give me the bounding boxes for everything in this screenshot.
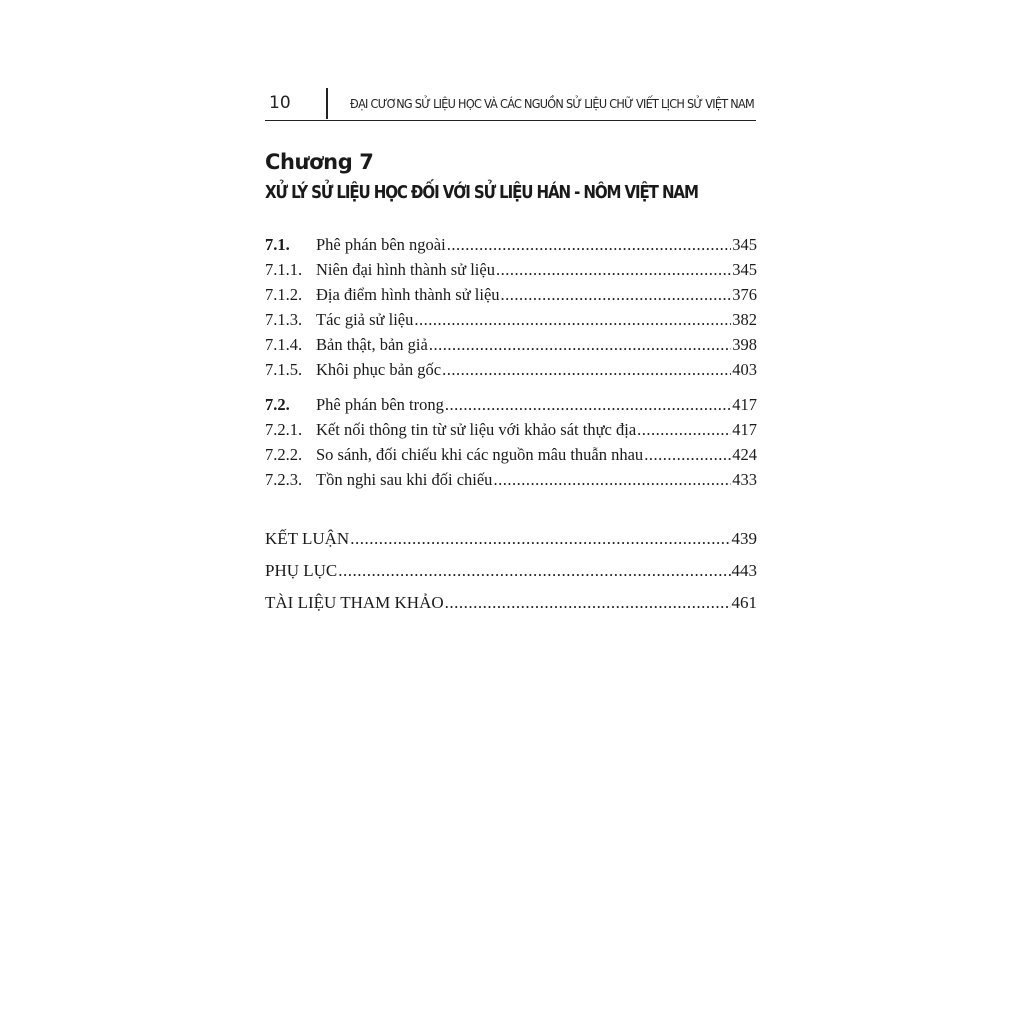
toc-leader-dots <box>338 555 730 587</box>
toc-entry-number: 7.1.4. <box>265 335 303 354</box>
toc-entry-7-1-2 <box>265 282 757 307</box>
toc-entry-number: 7.2. <box>265 395 290 414</box>
toc-entry-number: 7.1.3. <box>265 310 303 329</box>
toc-entry-title: Bản thật, bản giả <box>316 335 428 354</box>
toc-entry-title: Khôi phục bản gốc <box>316 360 442 379</box>
toc-entry-page: 403 <box>732 360 757 379</box>
chapter-title: XỬ LÝ SỬ LIỆU HỌC ĐỐI VỚI SỬ LIỆU HÁN - NÔM VIỆT NAM <box>265 183 698 203</box>
toc-leader-dots <box>445 587 731 619</box>
toc-entry-ket-luan <box>265 523 757 555</box>
toc-entry-page: 398 <box>732 335 757 354</box>
toc-leader-dots <box>447 232 732 257</box>
toc-leader-dots <box>493 467 731 492</box>
book-title: ĐẠI CƯƠNG SỬ LIỆU HỌC VÀ CÁC NGUỒN SỬ LIỆU CHỮ VIẾT LỊCH SỬ VIỆT NAM <box>350 96 754 111</box>
toc-leader-dots <box>429 332 731 357</box>
toc-leader-dots <box>501 282 732 307</box>
toc-entry-title: Kết nối thông tin từ sử liệu với khảo sát thực địa <box>316 420 637 439</box>
toc-entry-title: KẾT LUẬN <box>265 529 350 548</box>
toc-entry-title: Tác giả sử liệu <box>316 310 414 329</box>
toc-leader-dots <box>442 357 731 382</box>
toc-entry-number: 7.2.3. <box>265 470 303 489</box>
toc-entry-number: 7.2.1. <box>265 420 303 439</box>
toc-entry-title: PHỤ LỤC <box>265 561 338 580</box>
toc-leader-dots <box>496 257 731 282</box>
toc-entry-tai-lieu-tham-khao <box>265 587 757 619</box>
toc-entry-title: So sánh, đối chiếu khi các nguồn mâu thuẫn nhau <box>316 445 644 464</box>
back-matter-list <box>265 523 757 619</box>
toc-leader-dots <box>350 523 730 555</box>
chapter-label: Chương 7 <box>265 150 374 174</box>
toc-entry-page: 376 <box>732 285 757 304</box>
toc-entry-page: 417 <box>732 420 757 439</box>
toc-entry-page: 461 <box>731 593 757 612</box>
toc-entry-7-2-1 <box>265 417 757 442</box>
toc-entry-title: TÀI LIỆU THAM KHẢO <box>265 593 444 612</box>
running-header <box>265 86 756 121</box>
toc-entry-title: Niên đại hình thành sử liệu <box>316 260 495 279</box>
toc-entry-number: 7.1.5. <box>265 360 303 379</box>
toc-entry-7-2-3 <box>265 467 757 492</box>
toc-entry-title: Tồn nghi sau khi đối chiếu <box>316 470 493 489</box>
toc-entry-number: 7.1. <box>265 235 290 254</box>
toc-entry-page: 345 <box>732 260 757 279</box>
toc-entry-7-1-4 <box>265 332 757 357</box>
toc-entry-page: 439 <box>731 529 757 548</box>
toc-entry-page: 345 <box>732 235 757 254</box>
table-of-contents <box>265 232 757 492</box>
header-divider <box>326 88 328 119</box>
toc-entry-phu-luc <box>265 555 757 587</box>
toc-entry-7-1-3 <box>265 307 757 332</box>
toc-leader-dots <box>445 392 731 417</box>
toc-entry-page: 424 <box>732 445 757 464</box>
toc-entry-page: 382 <box>732 310 757 329</box>
toc-entry-7-1 <box>265 232 757 257</box>
toc-leader-dots <box>644 442 731 467</box>
toc-entry-7-1-1 <box>265 257 757 282</box>
toc-entry-title: Phê phán bên trong <box>316 395 444 414</box>
toc-entry-page: 417 <box>732 395 757 414</box>
toc-entry-title: Phê phán bên ngoài <box>316 235 446 254</box>
toc-entry-number: 7.1.1. <box>265 260 303 279</box>
toc-entry-page: 443 <box>731 561 757 580</box>
page-number: 10 <box>269 93 291 113</box>
toc-entry-7-1-5 <box>265 357 757 382</box>
toc-entry-number: 7.1.2. <box>265 285 303 304</box>
toc-entry-number: 7.2.2. <box>265 445 303 464</box>
toc-entry-page: 433 <box>732 470 757 489</box>
toc-entry-title: Địa điểm hình thành sử liệu <box>316 285 500 304</box>
toc-entry-7-2 <box>265 392 757 417</box>
toc-leader-dots <box>414 307 731 332</box>
toc-leader-dots <box>637 417 731 442</box>
toc-entry-7-2-2 <box>265 442 757 467</box>
